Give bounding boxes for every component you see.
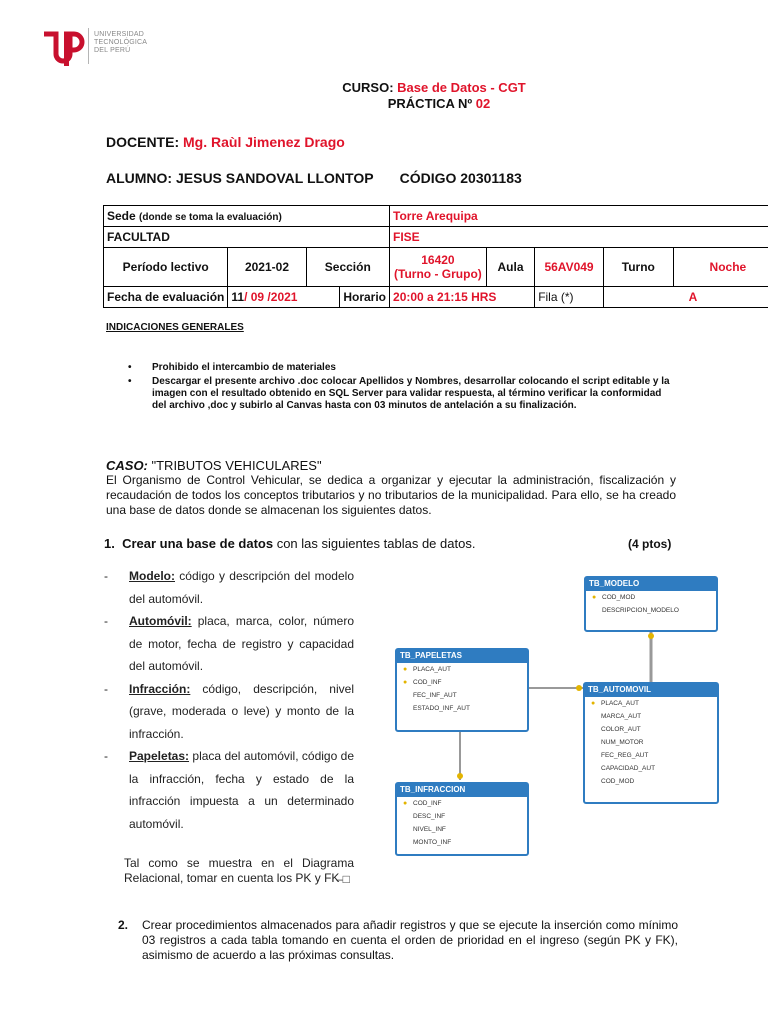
er-table-automovil: TB_AUTOMOVIL ● PLACA_AUT MARCA_AUT COLOR_AUT NUM_MOTOR FEC_REG_AUT CAPACIDAD_AUT COD_MOD [583, 682, 719, 804]
er-column: ● COD_INF [397, 676, 527, 689]
er-column: DESCRIPCION_MODELO [602, 607, 679, 614]
utp-logo-icon [40, 28, 86, 68]
list-item: - Automóvil: placa, marca, color, número de motor, fecha de registro y capacidad del automóvil. [104, 614, 354, 673]
er-column: DESC_INF [413, 813, 446, 820]
question-1: 1. Crear una base de datos con las siguientes tablas de datos. [104, 536, 476, 551]
er-table-infraccion: TB_INFRACCION ● COD_INF DESC_INF NIVEL_INF MONTO_INF [395, 782, 529, 856]
er-column: COD_MOD [601, 778, 635, 785]
case-body: El Organismo de Control Vehicular, se dedica a organizar y ejecutar la administración, fiscalización y recaudación de todos los conceptos tributarios y no tributarios de la municipalidad. Para ello, se ha creado una base de datos donde se almacenan los siguientes datos. [106, 473, 676, 517]
indicaciones-title: INDICACIONES GENERALES [106, 322, 244, 333]
case-title: CASO: "TRIBUTOS VEHICULARES" [106, 458, 322, 473]
er-column: ● COD_MOD [586, 591, 716, 604]
er-column: NIVEL_INF [413, 826, 446, 833]
seccion-label-cell: Sección [306, 248, 389, 287]
list-item: - Modelo: código y descripción del modelo del automóvil. [104, 569, 354, 606]
aula-value-cell: 56AV049 [535, 248, 604, 287]
key-icon: ● [403, 679, 408, 686]
er-table-modelo: TB_MODELO ● COD_MOD DESCRIPCION_MODELO [584, 576, 718, 632]
fila-value-cell: A [603, 287, 768, 308]
horario-value-cell: 20:00 a 21:15 HRS [390, 287, 535, 308]
periodo-value-cell: 2021-02 [228, 248, 306, 287]
turno-value-cell: Noche [673, 248, 768, 287]
er-column: NUM_MOTOR [601, 739, 644, 746]
seccion-value-cell: 16420 (Turno - Grupo) [390, 248, 487, 287]
list-item: - Papeletas: placa del automóvil, código de la infracción, fecha y estado de la infracción impuesta a un determinado automóvil. [104, 749, 354, 831]
list-item: - Infracción: código, descripción, nivel (grave, moderada o leve) y monto de la infracción. [104, 681, 354, 741]
key-icon: ● [592, 594, 597, 601]
evaluation-info-table [103, 205, 768, 308]
horario-label-cell: Horario [340, 287, 390, 308]
logo-text: UNIVERSIDAD TECNOLÓGICA DEL PERÚ [94, 31, 148, 54]
er-column: MONTO_INF [413, 839, 452, 846]
practice-heading: PRÁCTICA Nº 02 [387, 96, 491, 111]
diagram-note-end: –□ [336, 872, 350, 886]
fecha-label-cell: Fecha de evaluación [104, 287, 228, 308]
facultad-value-cell: FISE [390, 227, 768, 248]
er-column: ● PLACA_AUT [585, 697, 717, 710]
aula-label-cell: Aula [486, 248, 534, 287]
er-column: ● COD_INF [397, 797, 527, 810]
periodo-label-cell: Período lectivo [104, 248, 228, 287]
course-heading: CURSO: Base de Datos - CGT [342, 80, 526, 95]
key-icon: ● [403, 800, 408, 807]
sede-value-cell: Torre Arequipa [390, 206, 768, 227]
question-1-points: (4 ptos) [628, 537, 672, 551]
facultad-label-cell: FACULTAD [104, 227, 390, 248]
list-item: • Prohibido el intercambio de materiales [128, 362, 678, 374]
turno-label-cell: Turno [603, 248, 673, 287]
er-column: ESTADO_INF_AUT [413, 705, 470, 712]
logo-divider [88, 28, 89, 64]
er-column: ● PLACA_AUT [397, 663, 527, 676]
diagram-note: Tal como se muestra en el Diagrama Relacional, tomar en cuenta los PK y FK [124, 856, 354, 885]
list-item: • Descargar el presente archivo .doc colocar Apellidos y Nombres, desarrollar colocando el script editable y la imagen con el resultado obtenido en SQL Server para validar respuesta, al término verificar la conformidad del archivo ,doc y subirlo al Canvas hasta con 03 minutos de antelación a su finalización. [128, 376, 678, 412]
sede-label-cell: Sede (donde se toma la evaluación) [104, 206, 390, 227]
er-column: COLOR_AUT [601, 726, 641, 733]
er-table-papeletas: TB_PAPELETAS ● PLACA_AUT ● COD_INF FEC_INF_AUT ESTADO_INF_AUT [395, 648, 529, 732]
er-column: CAPACIDAD_AUT [601, 765, 656, 772]
indicaciones-list [128, 362, 678, 414]
fila-label-cell: Fila (*) [535, 287, 604, 308]
entity-list [104, 565, 354, 835]
er-column: FEC_REG_AUT [601, 752, 649, 759]
student-line: ALUMNO: JESUS SANDOVAL LLONTOP CÓDIGO 20301183 [106, 170, 522, 186]
teacher-line: DOCENTE: Mg. Raùl Jimenez Drago [106, 134, 345, 150]
key-icon: ● [403, 666, 408, 673]
er-column: FEC_INF_AUT [413, 692, 457, 699]
key-icon: ● [591, 700, 596, 707]
er-column: MARCA_AUT [601, 713, 642, 720]
question-2: 2. Crear procedimientos almacenados para añadir registros y que se ejecute la inserción como mínimo 03 registros a cada tabla tomando en cuenta el orden de prioridad en el ingreso (según PK y FK), asimismo de acuerdo a las próximas consultas. [118, 918, 678, 962]
fecha-value-cell: 11/ 09 /2021 [228, 287, 340, 308]
